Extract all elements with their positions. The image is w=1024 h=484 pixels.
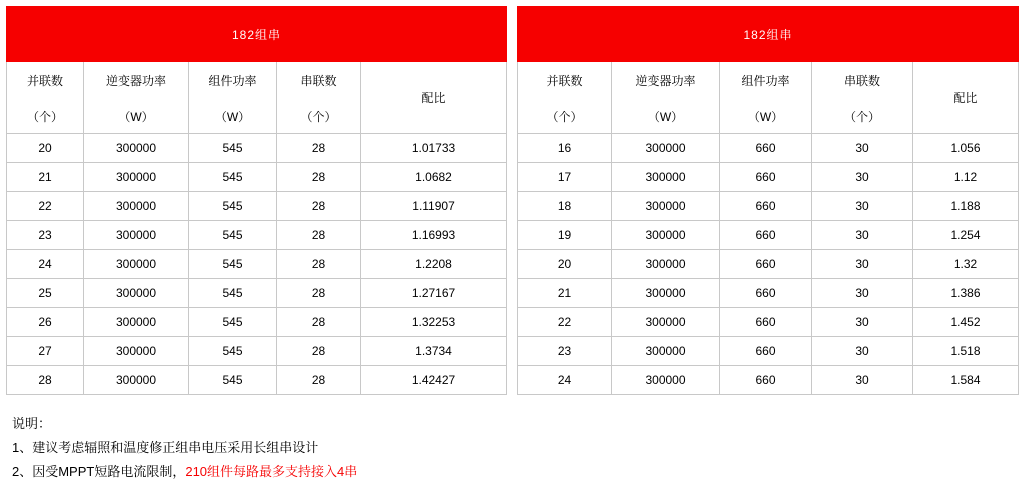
column-header-parallel-count: 并联数 — [518, 62, 612, 100]
cell-ratio: 1.0682 — [361, 163, 507, 192]
cell-series-count: 30 — [812, 366, 913, 395]
cell-inverter-power: 300000 — [84, 134, 189, 163]
cell-ratio: 1.056 — [913, 134, 1019, 163]
cell-parallel-count: 21 — [518, 279, 612, 308]
cell-module-power: 660 — [720, 366, 812, 395]
cell-series-count: 28 — [277, 192, 361, 221]
table-row — [7, 163, 507, 192]
cell-module-power: 545 — [189, 221, 277, 250]
column-header-series-count: 串联数 — [277, 62, 361, 100]
note-line-2 — [12, 460, 357, 484]
table-row — [7, 366, 507, 395]
table-title-row — [7, 7, 507, 62]
cell-inverter-power: 300000 — [612, 250, 720, 279]
cell-ratio: 1.2208 — [361, 250, 507, 279]
cell-module-power: 660 — [720, 308, 812, 337]
cell-ratio: 1.518 — [913, 337, 1019, 366]
cell-series-count: 30 — [812, 221, 913, 250]
cell-inverter-power: 300000 — [612, 134, 720, 163]
cell-ratio: 1.11907 — [361, 192, 507, 221]
column-header-ratio: 配比 — [361, 62, 507, 134]
cell-parallel-count: 25 — [7, 279, 84, 308]
note-line-1: 1、建议考虑辐照和温度修正组串电压采用长组串设计 — [12, 440, 319, 455]
cell-ratio: 1.32 — [913, 250, 1019, 279]
table-182-660 — [517, 6, 1019, 395]
table-title-row — [518, 7, 1019, 62]
cell-module-power: 545 — [189, 134, 277, 163]
column-header-ratio: 配比 — [913, 62, 1019, 134]
table-182-545 — [6, 6, 507, 395]
cell-module-power: 660 — [720, 163, 812, 192]
cell-inverter-power: 300000 — [612, 163, 720, 192]
cell-series-count: 28 — [277, 279, 361, 308]
cell-series-count: 28 — [277, 221, 361, 250]
cell-series-count: 30 — [812, 279, 913, 308]
unit-inverter-power: （W） — [612, 100, 720, 134]
cell-parallel-count: 26 — [7, 308, 84, 337]
cell-series-count: 28 — [277, 308, 361, 337]
cell-parallel-count: 22 — [7, 192, 84, 221]
cell-parallel-count: 22 — [518, 308, 612, 337]
table-row — [518, 192, 1019, 221]
cell-series-count: 30 — [812, 163, 913, 192]
cell-module-power: 660 — [720, 192, 812, 221]
unit-parallel-count: （个） — [7, 100, 84, 134]
column-header-module-power: 组件功率 — [189, 62, 277, 100]
cell-parallel-count: 28 — [7, 366, 84, 395]
cell-module-power: 545 — [189, 337, 277, 366]
notes-block — [12, 412, 357, 484]
notes-heading: 说明： — [12, 416, 52, 431]
table-row — [518, 250, 1019, 279]
cell-series-count: 30 — [812, 134, 913, 163]
note-line-2-highlight: 210组件每路最多支持接入4串 — [185, 464, 358, 479]
cell-series-count: 28 — [277, 366, 361, 395]
cell-inverter-power: 300000 — [612, 308, 720, 337]
table-row — [7, 250, 507, 279]
column-header-parallel-count: 并联数 — [7, 62, 84, 100]
cell-ratio: 1.188 — [913, 192, 1019, 221]
table-row — [518, 366, 1019, 395]
column-header-module-power: 组件功率 — [720, 62, 812, 100]
cell-parallel-count: 20 — [518, 250, 612, 279]
cell-module-power: 545 — [189, 163, 277, 192]
cell-module-power: 660 — [720, 134, 812, 163]
cell-ratio: 1.16993 — [361, 221, 507, 250]
cell-module-power: 660 — [720, 221, 812, 250]
cell-parallel-count: 24 — [518, 366, 612, 395]
cell-parallel-count: 24 — [7, 250, 84, 279]
column-header-series-count: 串联数 — [812, 62, 913, 100]
cell-ratio: 1.42427 — [361, 366, 507, 395]
table-row — [7, 279, 507, 308]
table-row — [7, 134, 507, 163]
table-row — [7, 221, 507, 250]
table-header-row — [7, 62, 507, 100]
cell-inverter-power: 300000 — [612, 366, 720, 395]
table-182-660-container — [517, 6, 1018, 395]
cell-ratio: 1.27167 — [361, 279, 507, 308]
cell-inverter-power: 300000 — [84, 308, 189, 337]
table-row — [518, 279, 1019, 308]
cell-parallel-count: 17 — [518, 163, 612, 192]
unit-module-power: （W） — [720, 100, 812, 134]
cell-module-power: 545 — [189, 250, 277, 279]
cell-inverter-power: 300000 — [84, 366, 189, 395]
cell-inverter-power: 300000 — [84, 163, 189, 192]
cell-series-count: 30 — [812, 250, 913, 279]
unit-module-power: （W） — [189, 100, 277, 134]
cell-module-power: 660 — [720, 279, 812, 308]
cell-ratio: 1.254 — [913, 221, 1019, 250]
table-row — [7, 192, 507, 221]
cell-inverter-power: 300000 — [84, 337, 189, 366]
cell-module-power: 545 — [189, 308, 277, 337]
table-title: 182组串 — [518, 7, 1019, 62]
cell-parallel-count: 23 — [518, 337, 612, 366]
cell-inverter-power: 300000 — [84, 192, 189, 221]
cell-parallel-count: 19 — [518, 221, 612, 250]
unit-series-count: （个） — [277, 100, 361, 134]
cell-series-count: 30 — [812, 337, 913, 366]
cell-inverter-power: 300000 — [612, 221, 720, 250]
cell-series-count: 28 — [277, 250, 361, 279]
cell-series-count: 28 — [277, 337, 361, 366]
cell-inverter-power: 300000 — [612, 192, 720, 221]
table-row — [518, 221, 1019, 250]
cell-module-power: 545 — [189, 366, 277, 395]
cell-module-power: 545 — [189, 279, 277, 308]
cell-inverter-power: 300000 — [84, 221, 189, 250]
table-title: 182组串 — [7, 7, 507, 62]
unit-parallel-count: （个） — [518, 100, 612, 134]
cell-module-power: 660 — [720, 250, 812, 279]
cell-ratio: 1.12 — [913, 163, 1019, 192]
cell-inverter-power: 300000 — [612, 337, 720, 366]
cell-parallel-count: 18 — [518, 192, 612, 221]
cell-ratio: 1.584 — [913, 366, 1019, 395]
cell-inverter-power: 300000 — [612, 279, 720, 308]
cell-series-count: 30 — [812, 192, 913, 221]
unit-inverter-power: （W） — [84, 100, 189, 134]
table-row — [7, 337, 507, 366]
cell-parallel-count: 16 — [518, 134, 612, 163]
table-row — [7, 308, 507, 337]
table-row — [518, 337, 1019, 366]
cell-parallel-count: 20 — [7, 134, 84, 163]
cell-ratio: 1.3734 — [361, 337, 507, 366]
column-header-inverter-power: 逆变器功率 — [612, 62, 720, 100]
table-row — [518, 308, 1019, 337]
cell-inverter-power: 300000 — [84, 250, 189, 279]
cell-series-count: 28 — [277, 163, 361, 192]
cell-ratio: 1.386 — [913, 279, 1019, 308]
cell-series-count: 30 — [812, 308, 913, 337]
cell-inverter-power: 300000 — [84, 279, 189, 308]
table-header-row — [518, 62, 1019, 100]
table-row — [518, 163, 1019, 192]
note-line-2-prefix: 2、因受MPPT短路电流限制， — [12, 464, 186, 479]
table-row — [518, 134, 1019, 163]
cell-ratio: 1.452 — [913, 308, 1019, 337]
cell-parallel-count: 27 — [7, 337, 84, 366]
cell-module-power: 545 — [189, 192, 277, 221]
cell-ratio: 1.32253 — [361, 308, 507, 337]
unit-series-count: （个） — [812, 100, 913, 134]
cell-series-count: 28 — [277, 134, 361, 163]
cell-parallel-count: 23 — [7, 221, 84, 250]
table-182-545-container — [6, 6, 506, 395]
cell-module-power: 660 — [720, 337, 812, 366]
cell-ratio: 1.01733 — [361, 134, 507, 163]
column-header-inverter-power: 逆变器功率 — [84, 62, 189, 100]
cell-parallel-count: 21 — [7, 163, 84, 192]
